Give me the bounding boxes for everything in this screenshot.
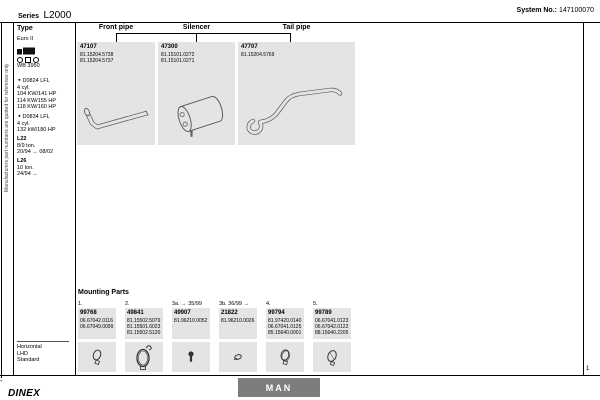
header-bracket — [116, 33, 291, 34]
silencer-panel — [158, 42, 235, 145]
position-variant: Standard — [17, 357, 40, 364]
mounting-position — [17, 344, 42, 364]
truck-icon — [17, 47, 35, 55]
mounting-item-figure — [78, 342, 116, 372]
oem-ref: 81.15101.0271 — [161, 57, 195, 64]
part-number: 21822 — [221, 310, 238, 316]
mounting-item-label: 3b. 36/99 → — [219, 301, 249, 307]
position-orientation: Horizontal — [17, 344, 42, 350]
position-divider — [17, 341, 69, 342]
emission-class: Euro II — [17, 36, 34, 42]
engine-power: 104 KW/141 HP — [17, 91, 57, 98]
part-number: 49907 — [174, 310, 191, 316]
silencer-header: Silencer — [182, 24, 211, 31]
oem-ref: 06.67042.0122 — [315, 323, 349, 330]
type-column-title: Type — [17, 25, 33, 32]
bolt-icon — [186, 350, 196, 364]
mounting-item-numbers — [78, 308, 116, 339]
page-mark: 1 — [586, 366, 590, 372]
silencer-drawing — [162, 85, 232, 143]
part-number: 47300 — [161, 44, 178, 50]
model-name: L26 — [17, 158, 27, 164]
model-weight: 8/9 ton. — [17, 142, 36, 149]
clamp-icon — [90, 347, 104, 367]
front-pipe-drawing — [79, 94, 153, 140]
bracket-tick-2 — [196, 33, 197, 42]
mounting-item-figure — [125, 342, 163, 372]
edge-mark: - — [0, 376, 3, 385]
mounting-item-numbers — [125, 308, 163, 339]
model-weight: 10 ton. — [17, 164, 34, 171]
engine-power: 118 KW/160 HP — [17, 104, 57, 111]
right-border — [583, 22, 584, 375]
bracket-tick-3 — [290, 33, 291, 42]
oem-ref: 81.15101.0272 — [161, 51, 195, 58]
mounting-item-numbers — [172, 308, 210, 339]
mounting-item-numbers — [219, 308, 257, 339]
oem-ref: 81.15501.6023 — [127, 323, 161, 330]
position-drive: LHD — [17, 350, 29, 357]
engine-code: D0834 LFL — [22, 114, 50, 120]
wheelbase: WB 3950 — [17, 63, 40, 69]
mounting-item-label: 5. — [313, 301, 318, 307]
note-divider — [13, 22, 14, 375]
oem-ref: 81.15502.5079 — [127, 317, 161, 324]
system-no-label: System No.: — [516, 7, 557, 14]
mounting-item-figure — [313, 342, 351, 372]
clamp-icon — [325, 347, 339, 367]
bracket-tick-1 — [116, 33, 117, 42]
oem-ref: 81.15502.5120 — [127, 329, 161, 336]
oem-ref: 88.15640.2205 — [315, 329, 349, 336]
oem-ref: 81.15204.5738 — [80, 51, 114, 58]
axle-config-icon — [17, 57, 39, 63]
mounting-item-figure — [172, 342, 210, 372]
tail-pipe-panel — [238, 42, 355, 145]
oem-ref: 81.96210.0026 — [221, 317, 255, 324]
oem-ref: 85.15640.0001 — [268, 329, 302, 336]
mounting-item-numbers — [266, 308, 304, 339]
type-divider — [75, 22, 76, 375]
side-disclaimer: Manufacturers part numbers are quoted for reference only — [4, 63, 10, 192]
model-period: 20/94 → 08/02 — [17, 149, 54, 156]
oem-ref: 81.97420.0140 — [268, 317, 302, 324]
tail-pipe-drawing — [241, 69, 353, 137]
model-period: 24/94 → — [17, 171, 38, 178]
mounting-item-numbers — [313, 308, 351, 339]
tail-pipe-header: Tail pipe — [282, 24, 311, 31]
series-label: Series — [18, 13, 40, 20]
oem-ref: 81.15204.5737 — [80, 57, 114, 64]
engine-cylinders: 4 cyl. — [17, 120, 30, 127]
oem-ref: 06.67041.0123 — [315, 317, 349, 324]
mounting-parts-title: Mounting Parts — [78, 289, 129, 296]
engine-power: 132 kW/180 HP — [17, 127, 56, 134]
oem-ref: 06.67042.0116 — [80, 317, 113, 324]
engine-icon: ◄ — [17, 77, 21, 82]
oem-ref: 81.15204.5769 — [241, 51, 275, 58]
engine-power: 114 KW/155 HP — [17, 97, 57, 104]
oem-ref: 06.67041.0125 — [268, 323, 302, 330]
mounting-item-label: 3a. → 35/99 — [172, 301, 202, 307]
header-divider — [0, 22, 600, 23]
man-logo-text: MAN — [265, 382, 293, 393]
oem-ref: 06.67049.0099 — [80, 323, 114, 330]
engine-icon: ◄ — [17, 113, 21, 118]
hanger-clamp-icon — [134, 344, 154, 371]
mounting-item-figure — [219, 342, 257, 372]
dinex-logo — [8, 383, 40, 400]
front-pipe-panel — [77, 42, 155, 145]
engine-code: D0824 LFL — [22, 78, 50, 84]
front-pipe-header: Front pipe — [98, 24, 134, 31]
model-spec-1 — [17, 136, 53, 156]
part-number: 99794 — [268, 310, 285, 316]
engine-spec-2 — [17, 113, 56, 134]
system-no-value: 147100070 — [558, 7, 594, 14]
page-left-border — [1, 22, 2, 378]
man-logo — [238, 378, 320, 397]
mounting-item-label: 1. — [78, 301, 83, 307]
oem-ref: 81.96210.0052 — [174, 317, 208, 324]
clamp-icon — [278, 347, 292, 367]
series-value: L2000 — [43, 10, 72, 21]
mounting-item-label: 2. — [125, 301, 130, 307]
mounting-item-figure — [266, 342, 304, 372]
system-no — [517, 7, 594, 15]
engine-spec-1 — [17, 77, 56, 111]
dinex-logo-text: DINEX — [8, 388, 41, 399]
part-number: 99768 — [80, 310, 97, 316]
part-number: 47707 — [241, 44, 258, 50]
engine-cylinders: 4 cyl. — [17, 84, 30, 91]
part-number: 47107 — [80, 44, 97, 50]
model-spec-2 — [17, 158, 38, 178]
series-header — [18, 5, 71, 23]
part-number: 49841 — [127, 310, 144, 316]
model-name: L22 — [17, 136, 27, 142]
mounting-item-label: 4. — [266, 301, 271, 307]
footer-divider — [0, 375, 600, 376]
part-number: 99789 — [315, 310, 332, 316]
nut-icon — [232, 352, 244, 362]
